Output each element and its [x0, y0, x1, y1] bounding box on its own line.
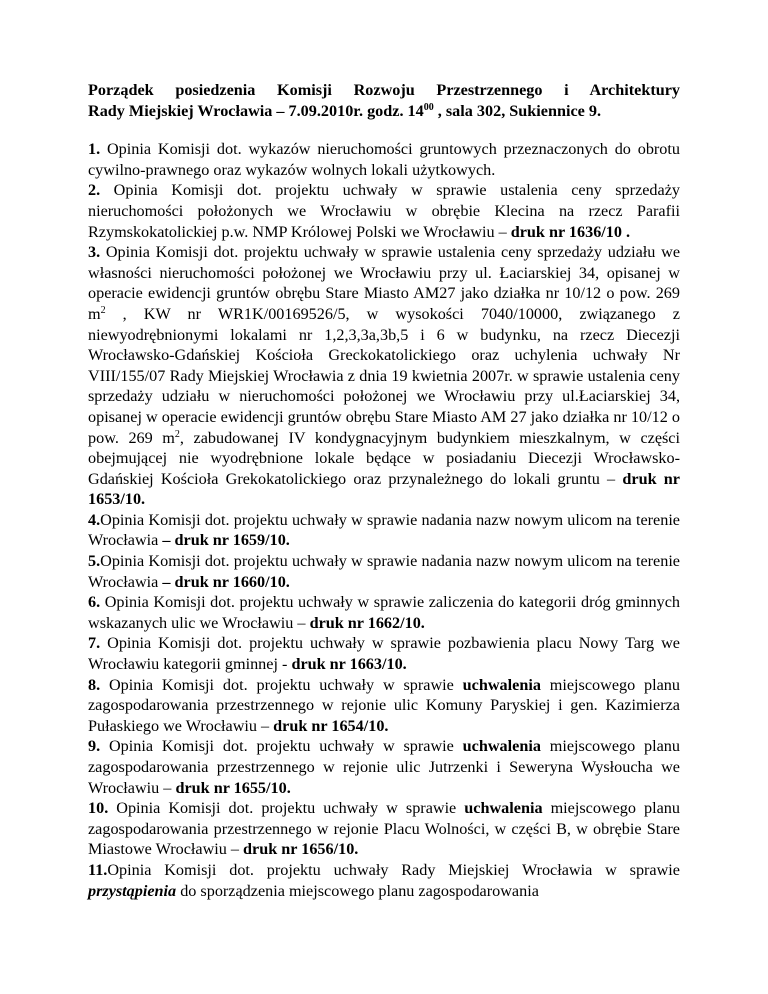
item-text: Opinia Komisji dot. projektu uchwały w sprawie nadania nazw nowym ulicom na terenie Wrocławia [88, 552, 680, 591]
item-druk-ref: druk nr 1656/10. [243, 840, 359, 859]
item-keyword: uchwalenia [462, 737, 541, 756]
agenda-item-6 [88, 592, 680, 633]
item-text: Opinia Komisji dot. projektu uchwały w sprawie ustalenia ceny sprzedaży udziału we własności nieruchomości położonej we Wrocławiu przy ul. Łaciarskiej 34, opisanej w operacie ewidencji gruntów obrębu Stare Miasto AM27 jako działka nr 10/12 o pow. 269 m [88, 243, 680, 323]
item-text: Opinia Komisji dot. projektu uchwały w sprawie [100, 737, 463, 756]
item-text: Opinia Komisji dot. projektu uchwały w sprawie [108, 799, 465, 818]
item-druk-ref: druk nr 1636/10 . [510, 222, 631, 241]
document-content [88, 80, 680, 901]
item-druk-ref: – druk nr 1660/10. [162, 572, 290, 591]
agenda-item-10 [88, 798, 680, 860]
agenda-item-5 [88, 551, 680, 592]
item-number: 1. [88, 140, 101, 159]
item-number: 4. [88, 510, 101, 529]
item-keyword-italic: przystąpienia [88, 881, 177, 900]
item-number: 7. [88, 634, 101, 653]
agenda-item-2 [88, 180, 680, 242]
title-time-superscript: 00 [423, 101, 434, 113]
item-text: do sporządzenia miejscowego planu zagospodarowania [176, 881, 539, 900]
item-text: miejscowego planu zagospodarowania przestrzennego w rejonie Placu Wolności, w części B, w obrębie Stare Miastowe Wrocławiu – [88, 799, 680, 859]
item-druk-ref: druk nr 1662/10. [309, 613, 425, 632]
item-text: miejscowego planu zagospodarowania przestrzennego w rejonie ulic Jutrzenki i Seweryna Wysłoucha we Wrocławiu – [88, 737, 680, 797]
title-line-2 [88, 101, 680, 122]
item-number: 11. [88, 860, 108, 879]
item-number: 2. [88, 181, 101, 200]
item-text: Opinia Komisji dot. projektu uchwały Rady Miejskiej Wrocławia w sprawie [107, 860, 680, 879]
document-title [88, 80, 680, 121]
item-number: 9. [88, 737, 101, 756]
item-text: , zabudowanej IV kondygnacyjnym budynkiem mieszkalnym, w części obejmującej nie wyodrębnione lokale będące w posiadaniu Diecezji Wrocławsko-Gdańskiej Kościoła Grekokatolickiego oraz przynależnego do lokali gruntu – [88, 428, 680, 488]
item-keyword: uchwalenia [464, 799, 543, 818]
item-text: , KW nr WR1K/00169526/5, w wysokości 7040/10000, związanego z niewyodrębnionymi lokalami nr 1,2,3,3a,3b,5 i 6 w budynku, na rzecz Diecezji Wrocławsko-Gdańskiej Kościoła Greckokatolickiego oraz uchylenia uchwały Nr VIII/155/07 Rady Miejskiej Wrocławia z dnia 19 kwietnia 2007r. w sprawie ustalenia ceny sprzedaży udziału w nieruchomości położonej we Wrocławiu przy ul.Łaciarskiej 34, opisanej w operacie ewidencji gruntów obrębu Stare Miasto AM 27 jako działka nr 10/12 o pow. 269 m [88, 304, 680, 447]
item-text: Opinia Komisji dot. projektu uchwały w sprawie [100, 675, 463, 694]
superscript: 2 [174, 428, 180, 440]
item-druk-ref: druk nr 1653/10. [88, 469, 680, 509]
item-text: miejscowego planu zagospodarowania przestrzennego w rejonie ulic Komuny Paryskiej i gen. Kazimierza Pułaskiego we Wrocławiu – [88, 675, 680, 735]
title-line-1: Porządek posiedzenia Komisji Rozwoju Przestrzennego i Architektury [88, 81, 680, 99]
agenda-item-4 [88, 510, 680, 551]
item-text: Opinia Komisji dot. projektu uchwały w sprawie ustalenia ceny sprzedaży nieruchomości położonych we Wrocławiu w obrębie Klecina na rzecz Parafii Rzymskokatolickiej p.w. NMP Królowej Polski we Wrocławiu – [88, 181, 680, 241]
agenda-item-1 [88, 139, 680, 180]
agenda-item-8 [88, 675, 680, 737]
agenda-item-3 [88, 242, 680, 510]
item-druk-ref: druk nr 1654/10. [273, 716, 389, 735]
item-number: 5. [88, 552, 101, 571]
title-line-2-text: Rady Miejskiej Wrocławia – 7.09.2010r. godz. 14 [88, 101, 424, 120]
item-number: 8. [88, 675, 101, 694]
item-keyword: uchwalenia [462, 675, 541, 694]
item-druk-ref: druk nr 1663/10. [291, 655, 407, 674]
item-number: 10. [88, 799, 109, 818]
item-text: Opinia Komisji dot. projektu uchwały w sprawie zaliczenia do kategorii dróg gminnych wskazanych ulic we Wrocławiu – [88, 593, 680, 632]
item-druk-ref: druk nr 1655/10. [175, 778, 291, 797]
item-druk-ref: – druk nr 1659/10. [162, 531, 290, 550]
agenda-item-7 [88, 633, 680, 674]
title-line-2-rest: , sala 302, Sukiennice 9. [433, 101, 602, 120]
item-text: Opinia Komisji dot. wykazów nieruchomości gruntowych przeznaczonych do obrotu cywilno-prawnego oraz wykazów wolnych lokali użytkowych. [88, 140, 680, 179]
item-text: Opinia Komisji dot. projektu uchwały w sprawie nadania nazw nowym ulicom na terenie Wrocławia [88, 510, 680, 550]
item-number: 6. [88, 593, 101, 612]
agenda-item-9 [88, 736, 680, 798]
item-text: Opinia Komisji dot. projektu uchwały w sprawie pozbawienia placu Nowy Targ we Wrocławiu kategorii gminnej - [88, 634, 680, 674]
superscript: 2 [100, 304, 106, 316]
item-number: 3. [88, 243, 101, 262]
agenda-item-11 [88, 860, 680, 901]
